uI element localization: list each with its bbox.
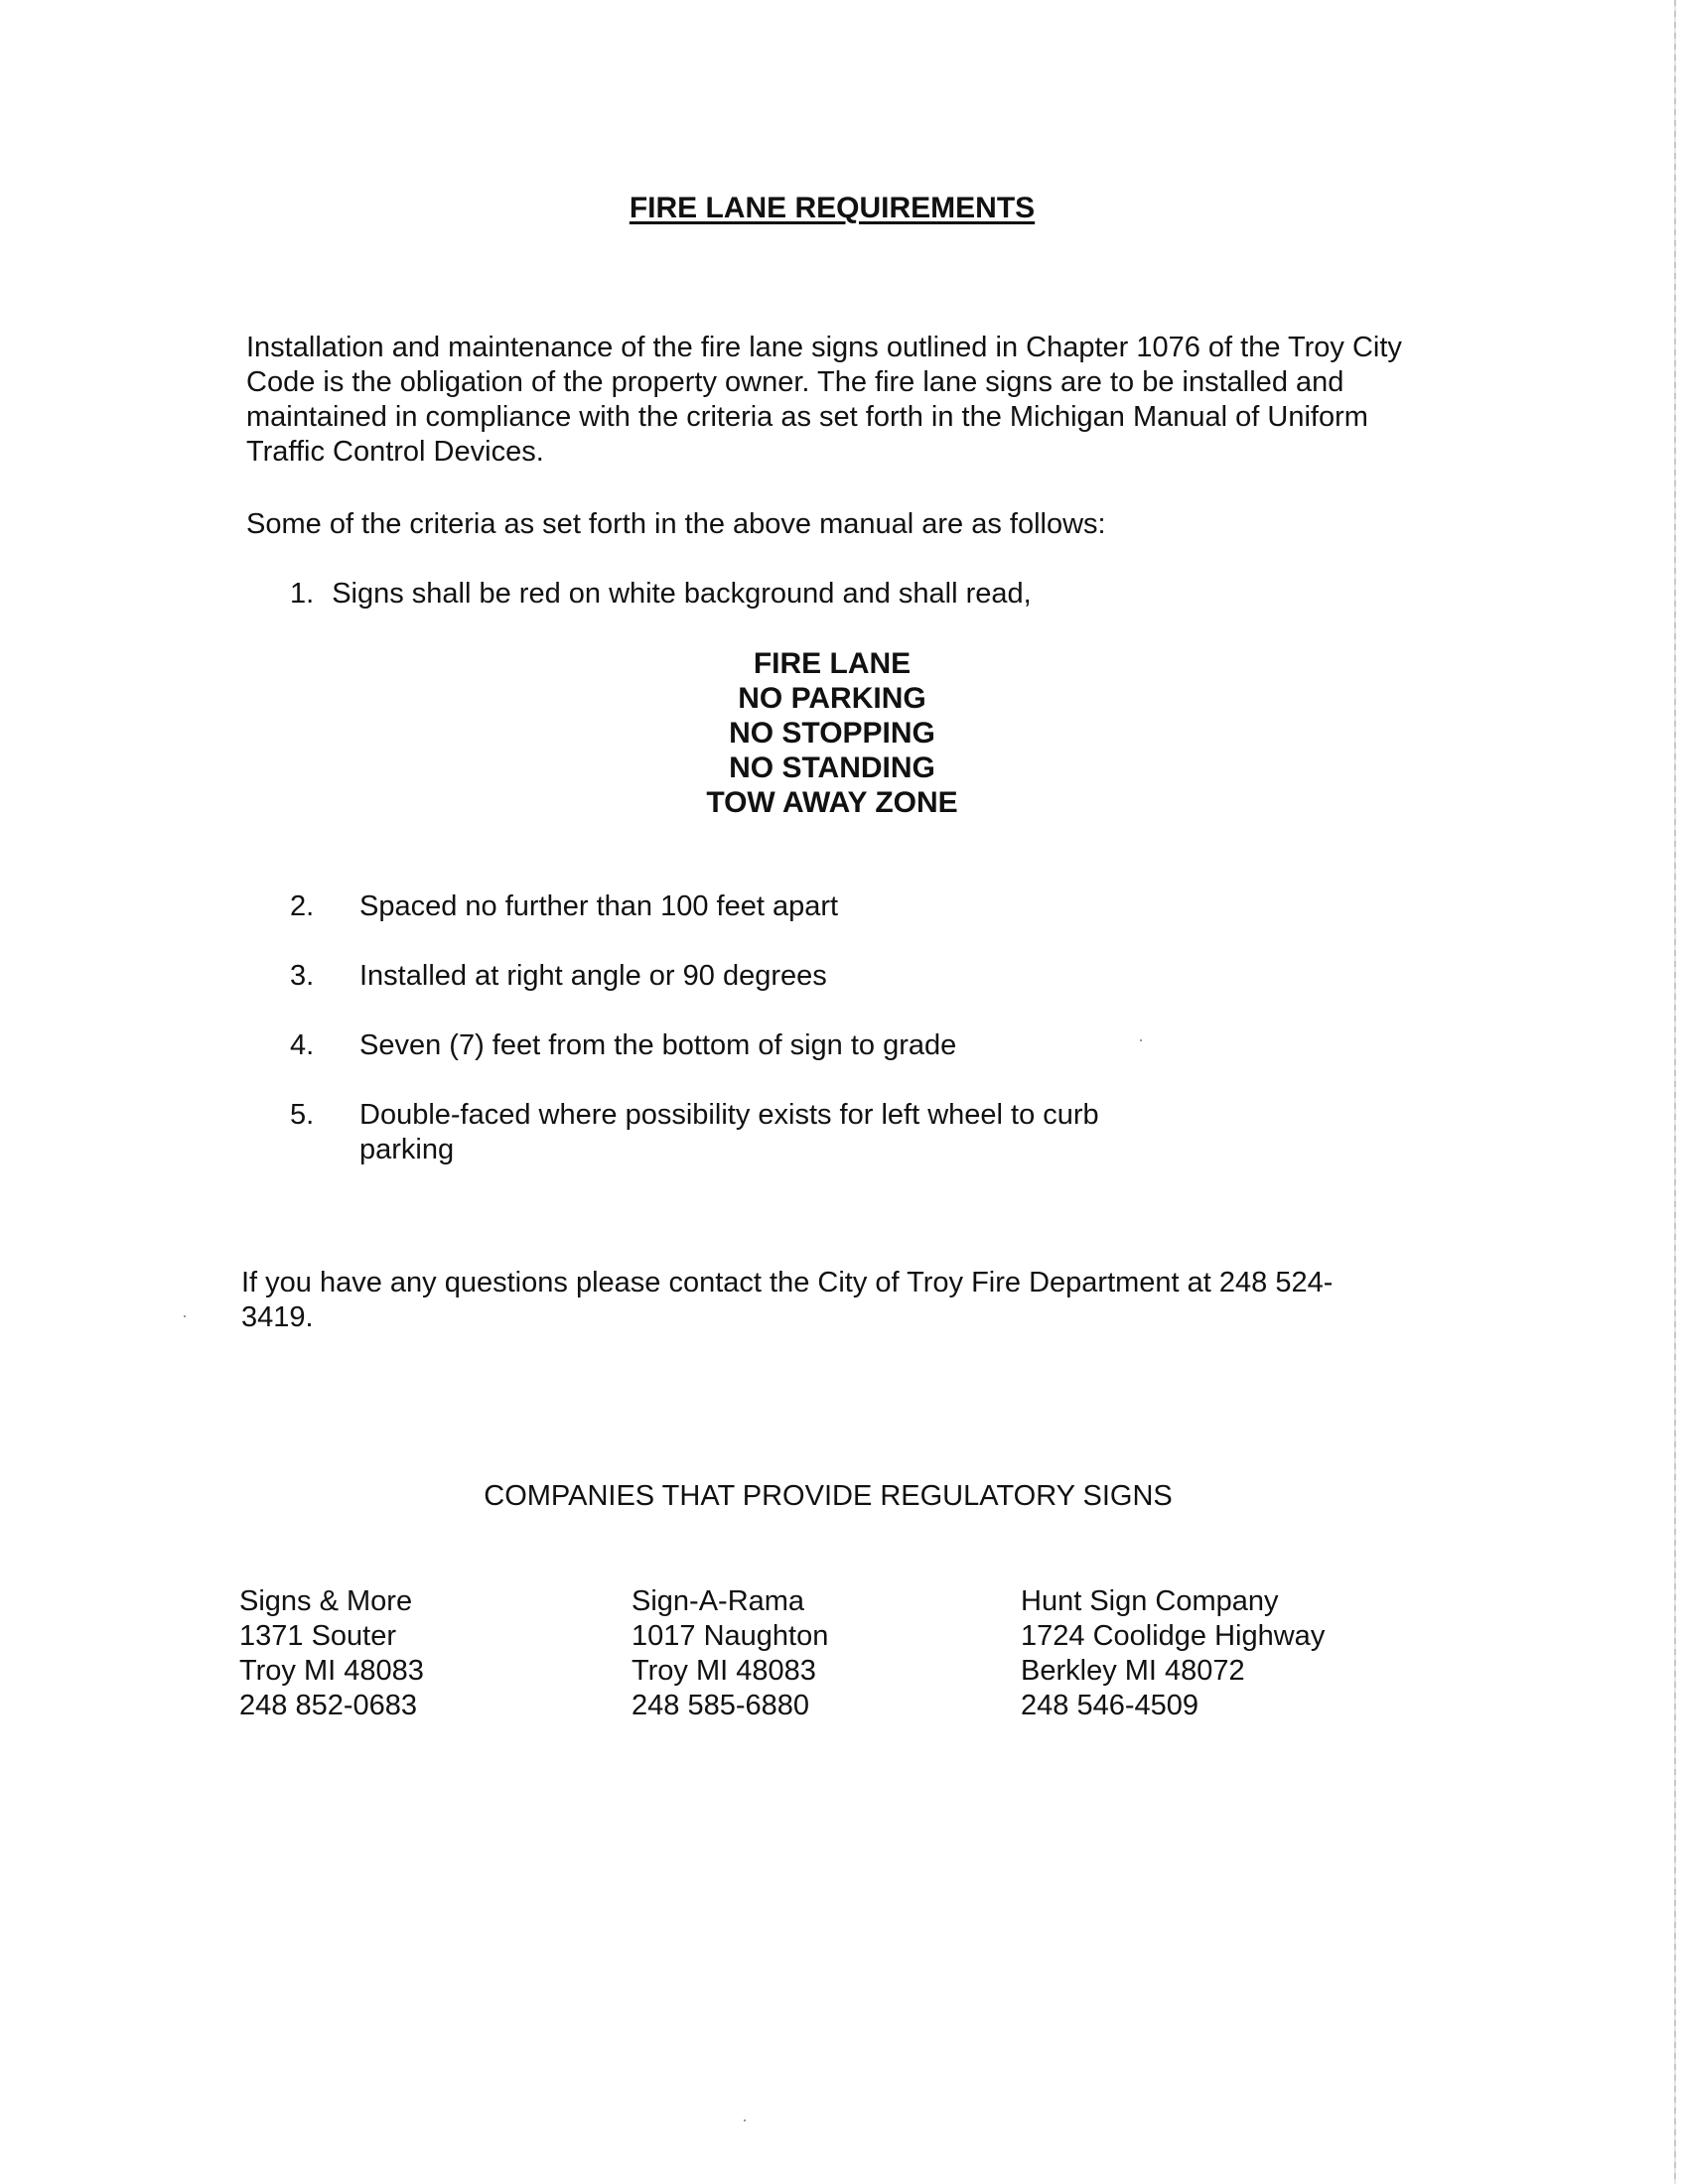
- criteria-intro: Some of the criteria as set forth in the above manual are as follows:: [246, 508, 1106, 540]
- sign-line-no-standing: NO STANDING: [729, 751, 935, 784]
- company-phone: 248 546-4509: [1021, 1690, 1198, 1721]
- company-city: Berkley MI 48072: [1021, 1655, 1245, 1687]
- company-street: 1724 Coolidge Highway: [1021, 1620, 1326, 1652]
- list-item-number: 1.: [290, 578, 315, 610]
- sign-line-no-parking: NO PARKING: [738, 682, 926, 715]
- list-item-number: 5.: [290, 1099, 315, 1131]
- company-name: Signs & More: [239, 1585, 413, 1617]
- scan-speck: [184, 1315, 186, 1317]
- company-street: 1017 Naughton: [632, 1620, 829, 1652]
- company-name: Sign-A-Rama: [632, 1585, 805, 1617]
- sign-line-tow-away-zone: TOW AWAY ZONE: [706, 786, 958, 819]
- list-item-text: Spaced no further than 100 feet apart: [359, 890, 839, 922]
- list-item-text: Installed at right angle or 90 degrees: [359, 960, 827, 992]
- company-hunt-sign-company: [1021, 1584, 1325, 1723]
- list-item-number: 4.: [290, 1029, 315, 1061]
- list-item-text: Double-faced where possibility exists for left wheel to curb parking: [359, 1099, 1099, 1165]
- list-item-number: 2.: [290, 890, 315, 922]
- company-signs-and-more: [239, 1584, 424, 1723]
- scan-edge-artifact: [1674, 0, 1676, 2184]
- company-street: 1371 Souter: [239, 1620, 397, 1652]
- list-item-number: 3.: [290, 960, 315, 992]
- scan-speck: [744, 2119, 746, 2121]
- company-sign-a-rama: [632, 1584, 828, 1723]
- company-name: Hunt Sign Company: [1021, 1585, 1279, 1617]
- company-city: Troy MI 48083: [632, 1655, 816, 1687]
- sign-line-no-stopping: NO STOPPING: [729, 717, 935, 750]
- page-title: FIRE LANE REQUIREMENTS: [629, 192, 1036, 224]
- company-city: Troy MI 48083: [239, 1655, 424, 1687]
- list-item-text: Signs shall be red on white background and shall read,: [332, 578, 1032, 610]
- intro-paragraph: Installation and maintenance of the fire lane signs outlined in Chapter 1076 of the Troy City Code is the obligation of the property owner. The fire lane signs are to be installed and maintained in compliance with the criteria as set forth in the Michigan Manual of Uniform Traffic Control Devices.: [246, 332, 1402, 468]
- list-item-1: [290, 577, 1032, 612]
- sign-line-fire-lane: FIRE LANE: [753, 647, 912, 680]
- scan-speck: [1140, 1039, 1142, 1041]
- list-item-text: Seven (7) feet from the bottom of sign to grade: [359, 1029, 957, 1061]
- sign-wording: [0, 646, 1664, 820]
- companies-heading: COMPANIES THAT PROVIDE REGULATORY SIGNS: [484, 1480, 1173, 1512]
- company-phone: 248 852-0683: [239, 1690, 417, 1721]
- company-phone: 248 585-6880: [632, 1690, 809, 1721]
- contact-paragraph: If you have any questions please contact the City of Troy Fire Department at 248 524-3419.: [241, 1267, 1334, 1333]
